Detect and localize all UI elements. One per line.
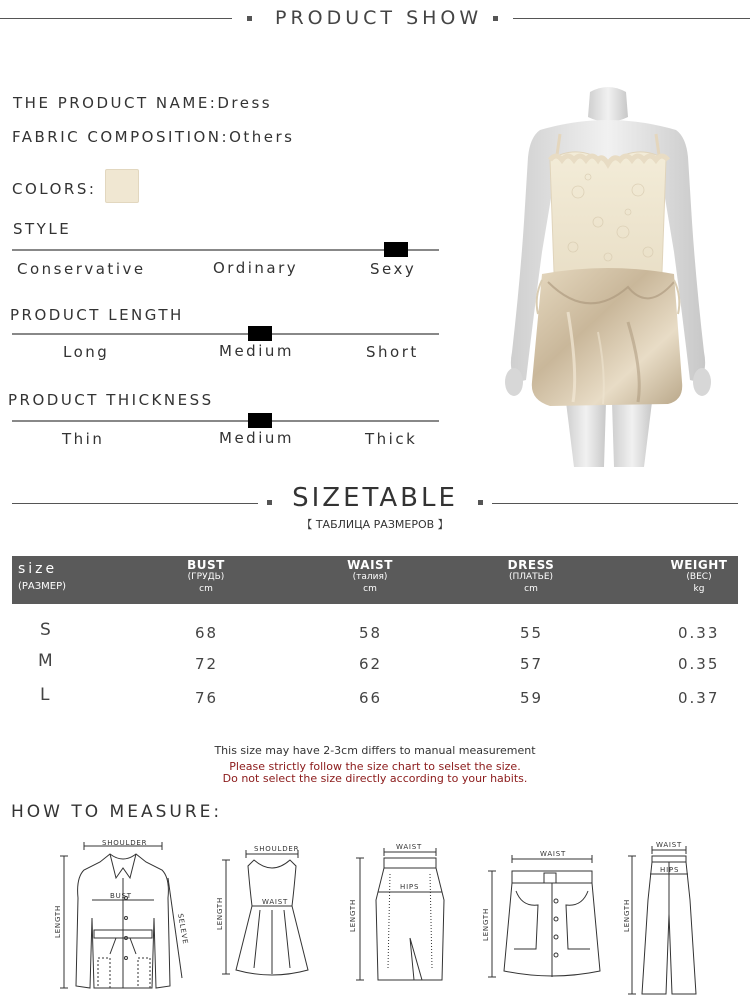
length-title: PRODUCT LENGTH bbox=[10, 306, 184, 324]
th-waist bbox=[340, 559, 400, 595]
th-size-sub: (РАЗМЕР) bbox=[18, 581, 67, 592]
cell-bust: 72 bbox=[195, 655, 219, 673]
cell-bust: 76 bbox=[195, 689, 219, 707]
skirt-waist-label: WAIST bbox=[396, 843, 423, 851]
style-option-conservative: Conservative bbox=[17, 260, 146, 278]
header-rule-right bbox=[513, 18, 750, 19]
pants-hips-label: HIPS bbox=[660, 866, 680, 874]
header-dot-left bbox=[247, 16, 252, 21]
fabric-label: FABRIC COMPOSITION: bbox=[12, 128, 230, 146]
fabric-value: Others bbox=[229, 128, 295, 146]
th-size: size bbox=[18, 561, 58, 577]
th-bust-label: BUST bbox=[187, 558, 225, 572]
th-bust bbox=[176, 559, 236, 595]
colors-label: COLORS: bbox=[12, 180, 97, 198]
mini-skirt-measure-sketch bbox=[478, 845, 618, 995]
note-measurement: This size may have 2-3cm differs to manual measurement bbox=[214, 744, 536, 757]
th-weight-unit: kg bbox=[693, 584, 705, 594]
dress-measure-sketch bbox=[212, 840, 312, 990]
cell-waist: 58 bbox=[359, 624, 383, 642]
sizetable-rule-right bbox=[492, 503, 738, 504]
th-dress-ru: (ПЛАТЬЕ) bbox=[508, 572, 554, 582]
cell-dress: 55 bbox=[520, 624, 544, 642]
cell-weight: 0.33 bbox=[678, 624, 720, 642]
jacket-length-label: LENGTH bbox=[54, 904, 62, 938]
cell-weight: 0.35 bbox=[678, 655, 720, 673]
length-option-medium: Medium bbox=[219, 342, 294, 360]
sizetable-title: SIZETABLE bbox=[292, 483, 458, 513]
th-dress bbox=[496, 559, 566, 595]
cell-size: M bbox=[38, 651, 55, 671]
cell-dress: 57 bbox=[520, 655, 544, 673]
thickness-scale-line bbox=[12, 420, 439, 422]
dress-length-label: LENGTH bbox=[216, 896, 224, 930]
jacket-measure-sketch bbox=[50, 838, 190, 998]
page-title: PRODUCT SHOW bbox=[275, 7, 483, 29]
size-table-header bbox=[12, 556, 738, 604]
header-rule-left bbox=[0, 18, 232, 19]
thickness-option-medium: Medium bbox=[219, 429, 294, 447]
th-dress-unit: cm bbox=[524, 584, 538, 594]
product-name-label: THE PRODUCT NAME: bbox=[13, 94, 218, 112]
style-title: STYLE bbox=[13, 220, 72, 238]
th-bust-unit: cm bbox=[199, 584, 213, 594]
dress-waist-label: WAIST bbox=[262, 898, 289, 906]
th-waist-ru: (талия) bbox=[352, 572, 388, 582]
pants-waist-label: WAIST bbox=[656, 841, 683, 849]
th-weight bbox=[666, 559, 732, 595]
style-option-sexy: Sexy bbox=[370, 260, 417, 278]
thickness-title: PRODUCT THICKNESS bbox=[8, 391, 214, 409]
cell-waist: 66 bbox=[359, 689, 383, 707]
dress-shoulder-label: SHOULDER bbox=[254, 845, 300, 853]
length-scale-marker[interactable] bbox=[248, 326, 272, 341]
thickness-option-thick: Thick bbox=[365, 430, 418, 448]
sizetable-dot-right bbox=[478, 500, 483, 505]
th-bust-ru: (ГРУДЬ) bbox=[187, 572, 225, 582]
length-option-short: Short bbox=[366, 343, 419, 361]
product-name-value: Dress bbox=[217, 94, 273, 112]
jacket-shoulder-label: SHOULDER bbox=[102, 839, 148, 847]
th-dress-label: DRESS bbox=[507, 558, 555, 572]
length-option-long: Long bbox=[63, 343, 110, 361]
product-photo bbox=[478, 82, 738, 472]
cell-size: L bbox=[40, 685, 52, 705]
cell-dress: 59 bbox=[520, 689, 544, 707]
thickness-option-thin: Thin bbox=[62, 430, 105, 448]
th-weight-label: WEIGHT bbox=[670, 558, 728, 572]
pants-length-label: LENGTH bbox=[623, 898, 631, 932]
jacket-bust-label: BUST bbox=[110, 892, 132, 900]
cell-weight: 0.37 bbox=[678, 689, 720, 707]
skirt-hips-label: HIPS bbox=[400, 883, 420, 891]
cell-waist: 62 bbox=[359, 655, 383, 673]
color-swatch[interactable] bbox=[105, 169, 139, 203]
length-scale-line bbox=[12, 333, 439, 335]
cell-size: S bbox=[40, 620, 53, 640]
th-weight-ru: (ВЕС) bbox=[686, 572, 712, 582]
skirt-length-label: LENGTH bbox=[349, 898, 357, 932]
note-follow-chart: Please strictly follow the size chart to selset the size. bbox=[229, 760, 521, 773]
pants-measure-sketch bbox=[622, 840, 722, 998]
note-habits: Do not select the size directly according to your habits. bbox=[222, 772, 528, 785]
mini-skirt-waist-label: WAIST bbox=[540, 850, 567, 858]
th-waist-label: WAIST bbox=[347, 558, 393, 572]
style-option-ordinary: Ordinary bbox=[213, 259, 299, 277]
jacket-sleeve-label: SELEVE bbox=[176, 912, 190, 946]
fabric-composition bbox=[12, 128, 294, 146]
style-scale-marker[interactable] bbox=[384, 242, 408, 257]
style-scale-line bbox=[12, 249, 439, 251]
cell-bust: 68 bbox=[195, 624, 219, 642]
how-to-measure-title: HOW TO MEASURE: bbox=[11, 802, 223, 822]
product-name bbox=[13, 94, 272, 112]
mini-skirt-length-label: LENGTH bbox=[482, 907, 490, 941]
skirt-measure-sketch bbox=[340, 838, 450, 993]
header-dot-right bbox=[493, 16, 498, 21]
sizetable-subtitle: 【 ТАБЛИЦА РАЗМЕРОВ 】 bbox=[301, 518, 449, 531]
thickness-scale-marker[interactable] bbox=[248, 413, 272, 428]
th-waist-unit: cm bbox=[363, 584, 377, 594]
